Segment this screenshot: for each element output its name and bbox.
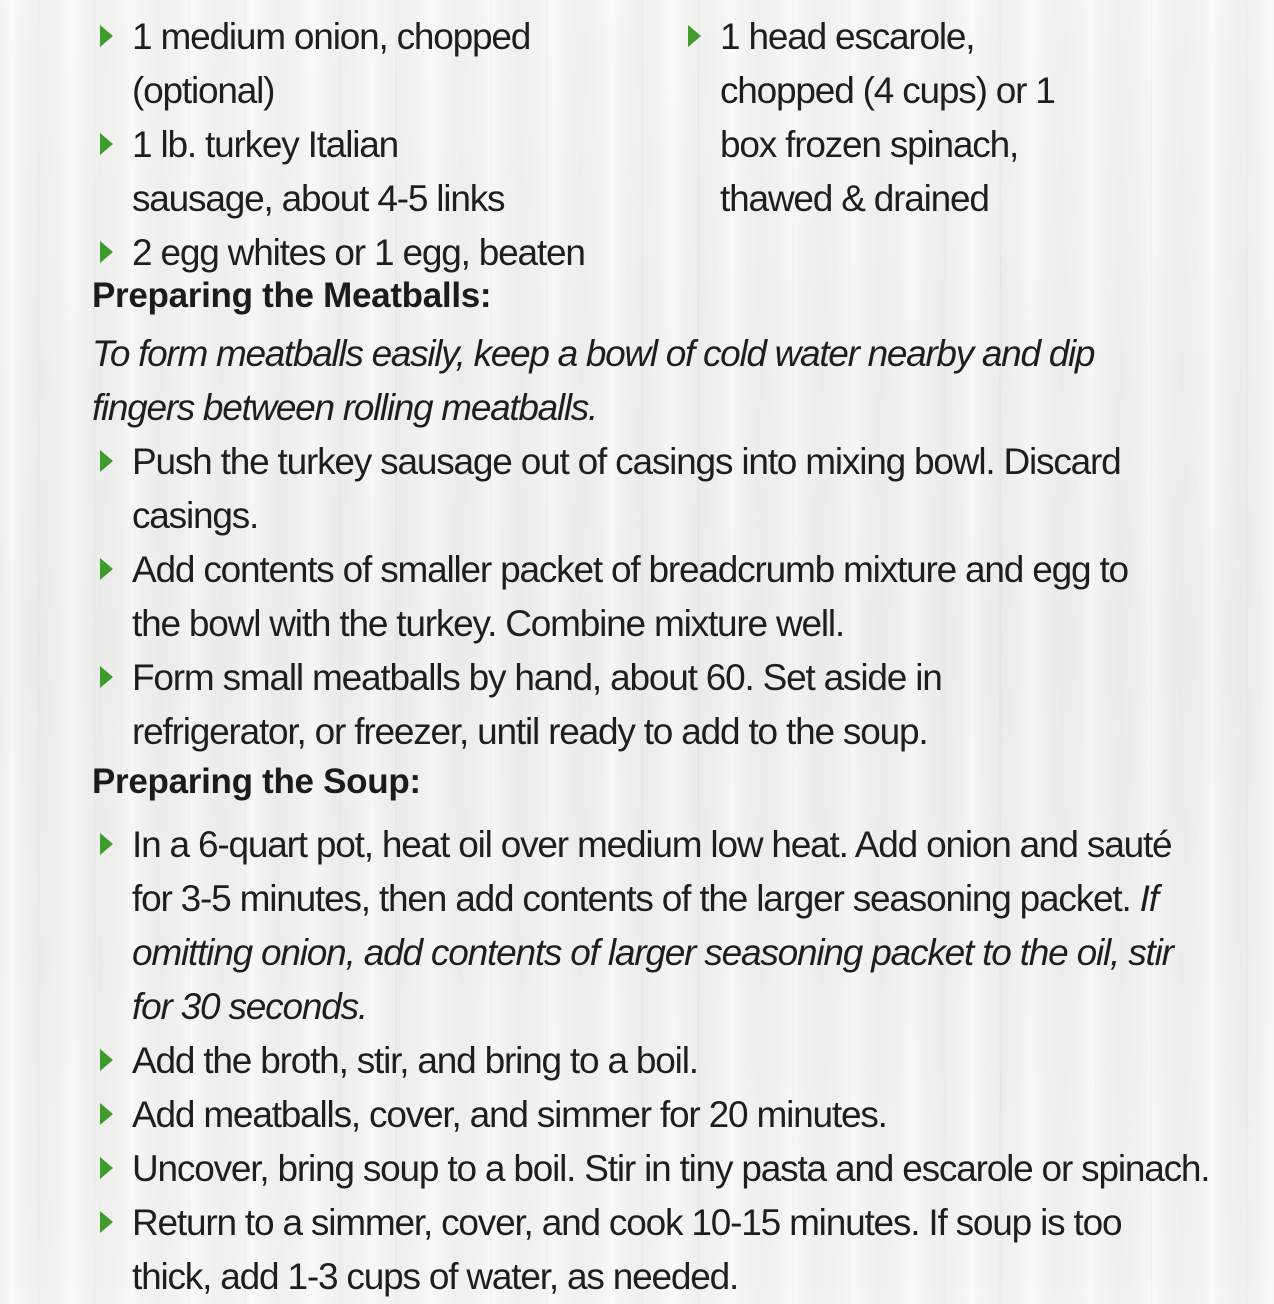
step-text: Uncover, bring soup to a boil. Stir in tiny pasta and escarole or spinach. xyxy=(132,1148,1210,1189)
bullet-triangle-icon xyxy=(100,833,113,855)
step-text: Return to a simmer, cover, and cook 10-15 minutes. If soup is too thick, add 1-3 cups of water, as needed. xyxy=(132,1202,1122,1297)
step-text: Add contents of smaller packet of breadcrumb mixture and egg to the bowl with the turkey. Combine mixture well. xyxy=(132,549,1128,644)
meatballs-tip: To form meatballs easily, keep a bowl of cold water nearby and dip fingers between rolling meatballs. xyxy=(92,333,1095,428)
bullet-triangle-icon xyxy=(100,558,113,580)
bullet-triangle-icon xyxy=(100,1157,113,1179)
step-text: Form small meatballs by hand, about 60. Set aside in refrigerator, or freezer, until ready to add to the soup. xyxy=(132,657,942,752)
bullet-triangle-icon xyxy=(100,1211,113,1233)
step-main-text: In a 6-quart pot, heat oil over medium low heat. Add onion and sauté for 3-5 minutes, then add contents of the larger seasoning packet. xyxy=(132,824,1172,919)
meatballs-section xyxy=(92,274,1212,759)
step-italic-note: If omitting onion, add contents of larger seasoning packet to the oil, stir for 30 seconds. xyxy=(132,878,1173,1027)
ingredients-left-column xyxy=(96,10,676,280)
bullet-triangle-icon xyxy=(100,1049,113,1071)
ingredient-text: 1 medium onion, chopped (optional) xyxy=(132,16,531,111)
bullet-triangle-icon xyxy=(688,25,701,47)
step-item xyxy=(92,1196,1212,1304)
step-item xyxy=(92,651,1212,759)
ingredient-text: 1 head escarole, chopped (4 cups) or 1 box frozen spinach, thawed & drained xyxy=(720,16,1055,219)
step-item xyxy=(92,435,1212,543)
ingredients-right-column xyxy=(684,10,1204,226)
soup-section xyxy=(92,760,1212,1304)
bullet-triangle-icon xyxy=(100,25,113,47)
step-text xyxy=(132,818,1192,1034)
meatballs-heading: Preparing the Meatballs: xyxy=(92,276,492,315)
step-item xyxy=(92,1034,1212,1088)
soup-steps xyxy=(92,818,1212,1304)
step-item xyxy=(92,818,1212,1034)
ingredient-item xyxy=(684,10,1204,226)
bullet-triangle-icon xyxy=(100,450,113,472)
ingredient-text: 1 lb. turkey Italian sausage, about 4-5 links xyxy=(132,124,505,219)
ingredient-item xyxy=(96,10,676,118)
ingredient-text: 2 egg whites or 1 egg, beaten xyxy=(132,232,585,273)
step-item xyxy=(92,1142,1212,1196)
step-text: Push the turkey sausage out of casings into mixing bowl. Discard casings. xyxy=(132,441,1121,536)
step-text: Add the broth, stir, and bring to a boil. xyxy=(132,1040,698,1081)
ingredient-item xyxy=(96,226,676,280)
step-text: Add meatballs, cover, and simmer for 20 minutes. xyxy=(132,1094,887,1135)
bullet-triangle-icon xyxy=(100,241,113,263)
meatballs-steps xyxy=(92,435,1212,759)
ingredient-item xyxy=(96,118,676,226)
step-item xyxy=(92,543,1212,651)
bullet-triangle-icon xyxy=(100,666,113,688)
bullet-triangle-icon xyxy=(100,133,113,155)
soup-heading: Preparing the Soup: xyxy=(92,762,421,801)
step-item xyxy=(92,1088,1212,1142)
bullet-triangle-icon xyxy=(100,1103,113,1125)
